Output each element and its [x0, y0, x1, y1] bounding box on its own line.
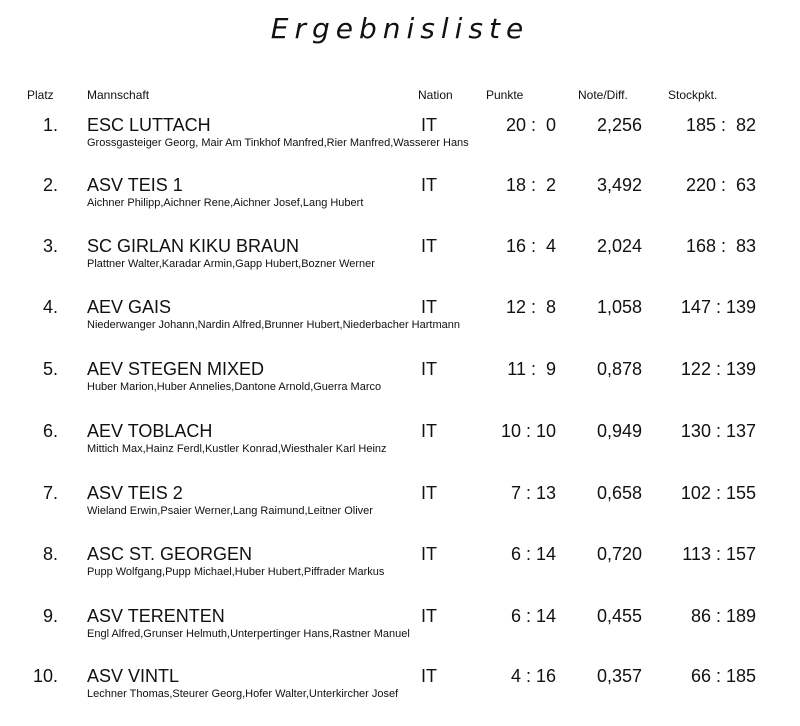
result-row — [0, 544, 800, 604]
note-diff: 2,024 — [596, 236, 642, 256]
points: 16 : 4 — [505, 236, 556, 256]
place: 7. — [42, 483, 58, 503]
nation: IT — [421, 606, 437, 626]
team-name: SC GIRLAN KIKU BRAUN — [87, 236, 300, 256]
result-row — [0, 236, 800, 296]
stock-points: 220 : 63 — [685, 175, 756, 195]
note-diff: 0,878 — [596, 359, 642, 379]
note-diff: 0,455 — [596, 606, 642, 626]
result-row — [0, 483, 800, 543]
nation: IT — [421, 359, 437, 379]
team-players: Lechner Thomas,Steurer Georg,Hofer Walter,Unterkircher Josef — [87, 688, 399, 700]
team-name: ASV TEIS 2 — [87, 483, 183, 503]
team-players: Wieland Erwin,Psaier Werner,Lang Raimund,Leitner Oliver — [87, 505, 373, 517]
page-title: Ergebnisliste — [270, 12, 530, 45]
points: 6 : 14 — [510, 606, 556, 626]
points: 18 : 2 — [505, 175, 556, 195]
team-name: ASV TERENTEN — [87, 606, 225, 626]
team-players: Mittich Max,Hainz Ferdl,Kustler Konrad,Wiesthaler Karl Heinz — [87, 443, 387, 455]
team-players: Grossgasteiger Georg, Mair Am Tinkhof Manfred,Rier Manfred,Wasserer Hans — [87, 137, 469, 149]
nation: IT — [421, 236, 437, 256]
result-row — [0, 606, 800, 666]
stock-points: 102 : 155 — [680, 483, 756, 503]
result-row — [0, 359, 800, 419]
note-diff: 0,949 — [596, 421, 642, 441]
note-diff: 0,720 — [596, 544, 642, 564]
place: 6. — [42, 421, 58, 441]
points: 6 : 14 — [510, 544, 556, 564]
nation: IT — [421, 544, 437, 564]
header-platz: Platz — [27, 88, 54, 102]
stock-points: 113 : 157 — [682, 544, 756, 564]
points: 12 : 8 — [505, 297, 556, 317]
place: 3. — [42, 236, 58, 256]
team-name: AEV STEGEN MIXED — [87, 359, 265, 379]
points: 11 : 9 — [507, 359, 556, 379]
place: 9. — [42, 606, 58, 626]
team-players: Pupp Wolfgang,Pupp Michael,Huber Hubert,Piffrader Markus — [87, 566, 385, 578]
result-row — [0, 666, 800, 726]
nation: IT — [421, 297, 437, 317]
stock-points: 185 : 82 — [685, 115, 756, 135]
note-diff: 2,256 — [596, 115, 642, 135]
stock-points: 130 : 137 — [680, 421, 756, 441]
stock-points: 147 : 139 — [680, 297, 756, 317]
stock-points: 168 : 83 — [685, 236, 756, 256]
team-players: Engl Alfred,Grunser Helmuth,Unterpertinger Hans,Rastner Manuel — [87, 628, 410, 640]
note-diff: 0,658 — [596, 483, 642, 503]
nation: IT — [421, 666, 437, 686]
place: 10. — [32, 666, 58, 686]
header-nation: Nation — [418, 88, 453, 102]
place: 1. — [42, 115, 58, 135]
team-name: ASV TEIS 1 — [87, 175, 183, 195]
team-name: AEV TOBLACH — [87, 421, 213, 441]
points: 20 : 0 — [505, 115, 556, 135]
nation: IT — [421, 421, 437, 441]
note-diff: 3,492 — [596, 175, 642, 195]
team-name: ASV VINTL — [87, 666, 180, 686]
result-row — [0, 297, 800, 357]
points: 10 : 10 — [500, 421, 556, 441]
place: 4. — [42, 297, 58, 317]
team-players: Huber Marion,Huber Annelies,Dantone Arnold,Guerra Marco — [87, 381, 382, 393]
team-name: ESC LUTTACH — [87, 115, 211, 135]
result-row — [0, 421, 800, 481]
header-mannschaft: Mannschaft — [87, 88, 150, 102]
result-row — [0, 115, 800, 175]
nation: IT — [421, 115, 437, 135]
result-row — [0, 175, 800, 235]
nation: IT — [421, 175, 437, 195]
note-diff: 0,357 — [596, 666, 642, 686]
place: 8. — [42, 544, 58, 564]
nation: IT — [421, 483, 437, 503]
place: 5. — [42, 359, 58, 379]
team-players: Niederwanger Johann,Nardin Alfred,Brunner Hubert,Niederbacher Hartmann — [87, 319, 460, 331]
team-players: Aichner Philipp,Aichner Rene,Aichner Josef,Lang Hubert — [87, 197, 364, 209]
stock-points: 86 : 189 — [690, 606, 756, 626]
header-punkte: Punkte — [486, 88, 524, 102]
note-diff: 1,058 — [596, 297, 642, 317]
header-note-diff: Note/Diff. — [578, 88, 628, 102]
header-stockpunkte: Stockpkt. — [668, 88, 718, 102]
place: 2. — [42, 175, 58, 195]
stock-points: 122 : 139 — [680, 359, 756, 379]
points: 4 : 16 — [510, 666, 556, 686]
team-name: AEV GAIS — [87, 297, 172, 317]
team-name: ASC ST. GEORGEN — [87, 544, 253, 564]
stock-points: 66 : 185 — [690, 666, 756, 686]
points: 7 : 13 — [510, 483, 556, 503]
team-players: Plattner Walter,Karadar Armin,Gapp Hubert,Bozner Werner — [87, 258, 375, 270]
